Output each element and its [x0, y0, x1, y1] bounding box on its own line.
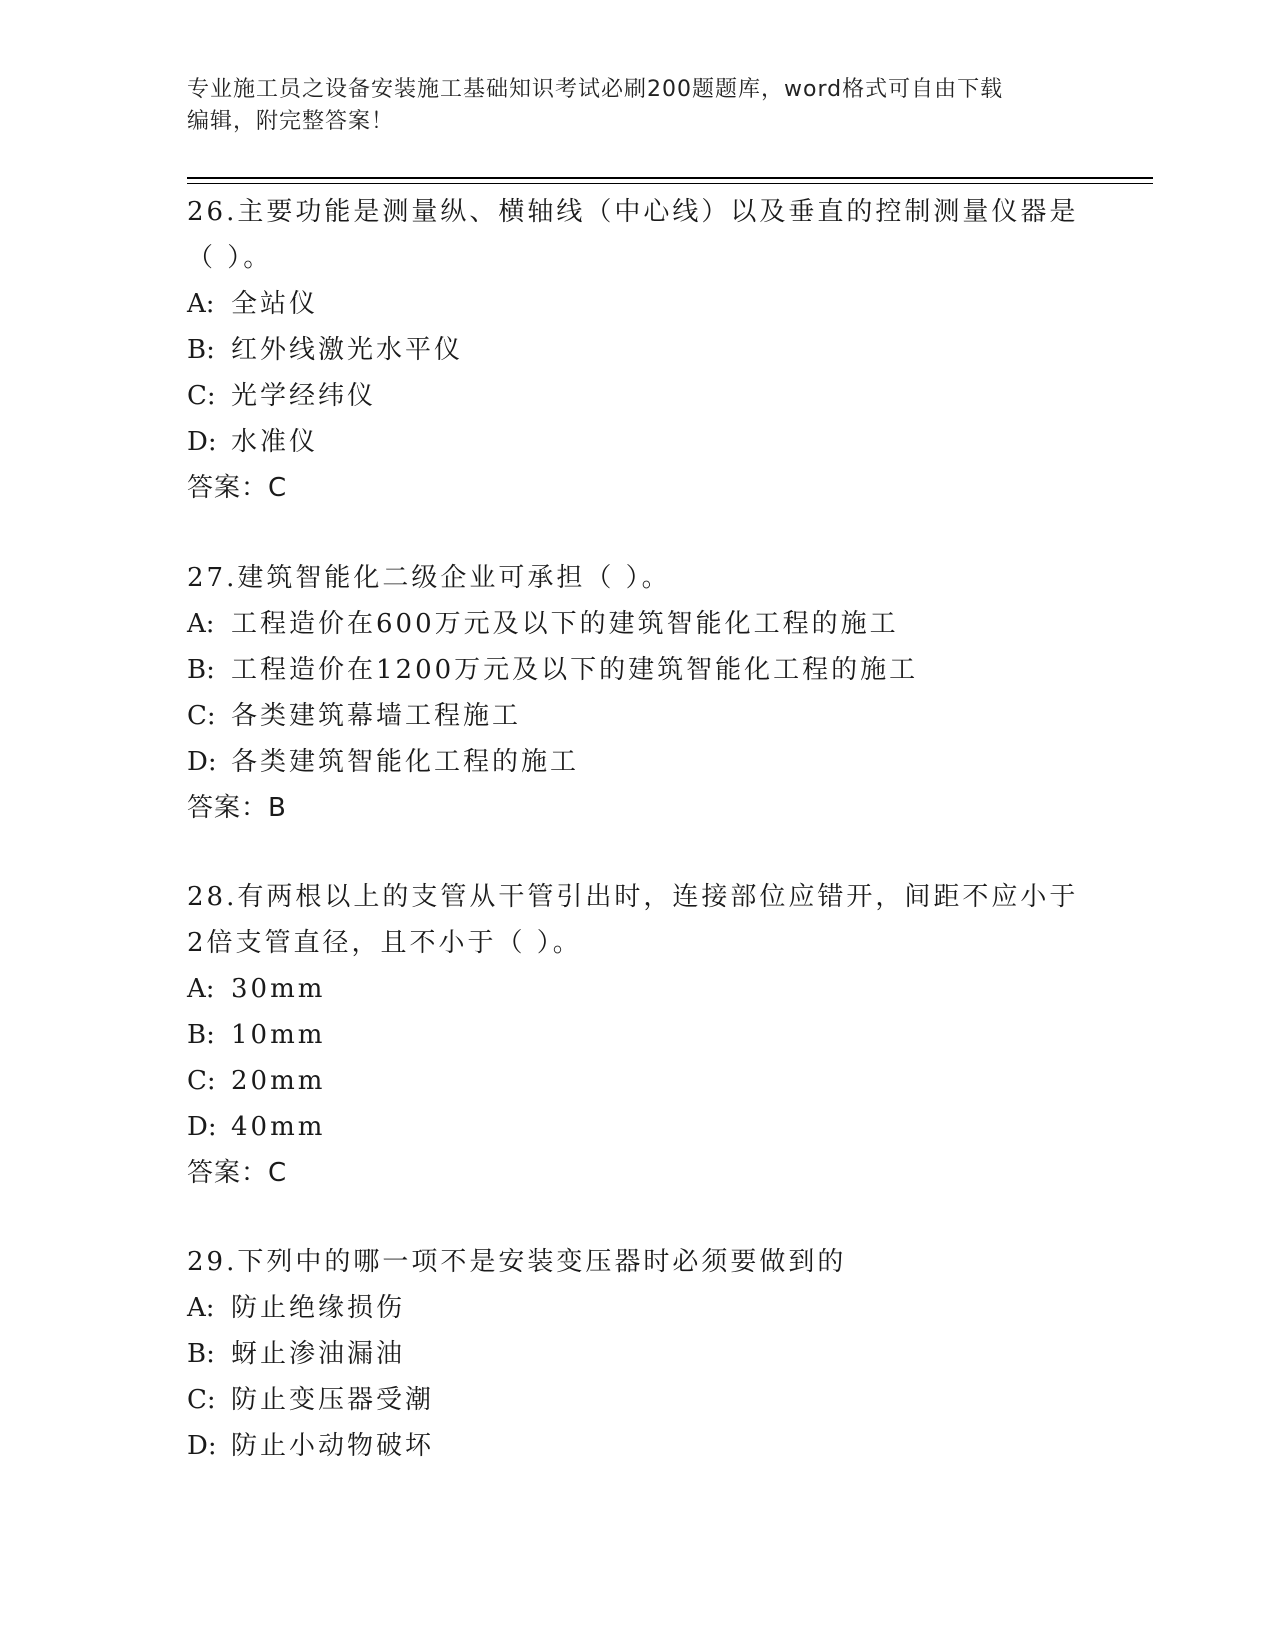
- option-text: 10mm: [231, 1020, 326, 1050]
- question-stem-line: 26.主要功能是测量纵、横轴线（中心线）以及垂直的控制测量仪器是: [187, 197, 1079, 227]
- option-text: 水准仪: [231, 427, 319, 457]
- option-a: [187, 1285, 1087, 1331]
- header-rule-thick: [187, 177, 1153, 179]
- option-key: A:: [187, 609, 215, 639]
- document-header: [187, 74, 1067, 138]
- option-a: [187, 281, 1087, 327]
- option-key: C:: [187, 381, 216, 411]
- question-stem-line: 27.建筑智能化二级企业可承担（ ）。: [187, 563, 671, 593]
- question-stem-line: 28.有两根以上的支管从干管引出时，连接部位应错开，间距不应小于: [187, 882, 1079, 912]
- option-text: 各类建筑幕墙工程施工: [231, 701, 522, 731]
- option-b: [187, 1012, 1087, 1058]
- option-d: [187, 419, 1087, 465]
- option-text: 光学经纬仪: [231, 381, 377, 411]
- option-text: 工程造价在600万元及以下的建筑智能化工程的施工: [231, 609, 899, 639]
- option-key: B:: [187, 335, 215, 365]
- option-text: 防止绝缘损伤: [231, 1293, 406, 1323]
- option-b: [187, 647, 1087, 693]
- option-key: C:: [187, 1066, 216, 1096]
- option-text: 20mm: [231, 1066, 326, 1096]
- option-a: [187, 966, 1087, 1012]
- header-line-2: 编辑，附完整答案！: [187, 109, 395, 134]
- option-c: [187, 373, 1087, 419]
- option-c: [187, 693, 1087, 739]
- option-key: D:: [187, 427, 217, 457]
- option-key: B:: [187, 1020, 215, 1050]
- header-line-1: 专业施工员之设备安装施工基础知识考试必刷200题题库，word格式可自由下载: [187, 77, 1004, 102]
- option-c: [187, 1058, 1087, 1104]
- question-26: [187, 189, 1087, 511]
- option-key: B:: [187, 1339, 215, 1369]
- question-28: [187, 874, 1087, 1196]
- option-key: A:: [187, 974, 215, 1004]
- option-text: 工程造价在1200万元及以下的建筑智能化工程的施工: [231, 655, 919, 685]
- option-text: 红外线激光水平仪: [231, 335, 464, 365]
- answer-line: 答案：C: [187, 1158, 288, 1188]
- option-key: D:: [187, 1112, 217, 1142]
- option-key: B:: [187, 655, 215, 685]
- option-key: D:: [187, 1431, 217, 1461]
- option-key: A:: [187, 1293, 215, 1323]
- option-d: [187, 739, 1087, 785]
- option-d: [187, 1423, 1087, 1469]
- option-text: 蚜止渗油漏油: [231, 1339, 406, 1369]
- option-key: C:: [187, 1385, 216, 1415]
- option-text: 防止小动物破坏: [231, 1431, 435, 1461]
- option-text: 防止变压器受潮: [231, 1385, 435, 1415]
- option-text: 全站仪: [231, 289, 319, 319]
- answer-line: 答案：C: [187, 473, 288, 503]
- option-c: [187, 1377, 1087, 1423]
- question-29: [187, 1239, 1087, 1469]
- option-text: 各类建筑智能化工程的施工: [231, 747, 580, 777]
- option-text: 30mm: [231, 974, 326, 1004]
- option-a: [187, 601, 1087, 647]
- option-key: C:: [187, 701, 216, 731]
- option-text: 40mm: [231, 1112, 326, 1142]
- option-d: [187, 1104, 1087, 1150]
- answer-line: 答案：B: [187, 793, 287, 823]
- option-key: A:: [187, 289, 215, 319]
- option-b: [187, 1331, 1087, 1377]
- question-27: [187, 555, 1087, 831]
- option-key: D:: [187, 747, 217, 777]
- option-b: [187, 327, 1087, 373]
- question-stem-line: 29.下列中的哪一项不是安装变压器时必须要做到的: [187, 1247, 847, 1277]
- question-stem-line: 2倍支管直径，且不小于（ ）。: [187, 928, 582, 958]
- question-stem-line: （ ）。: [187, 243, 273, 273]
- header-rule-thin: [187, 183, 1153, 184]
